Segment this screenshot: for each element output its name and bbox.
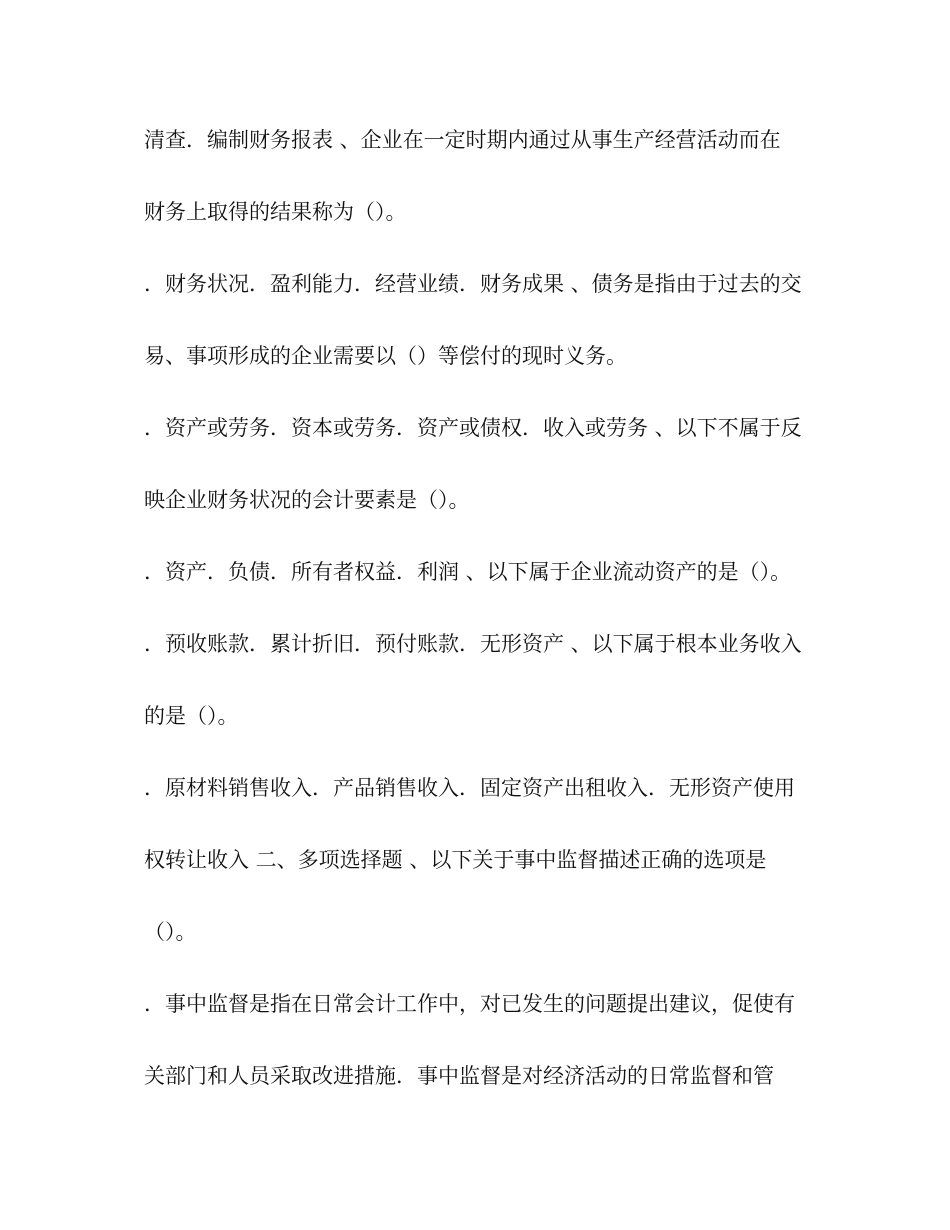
text-line: 权转让收入 二、多项选择题 、以下关于事中监督描述正确的选项是 [144,848,767,872]
text-line: （）。 [144,920,197,944]
text-line: 清查．编制财务报表 、企业在一定时期内通过从事生产经营活动而在 [144,128,781,152]
text-line: ．财务状况．盈利能力．经营业绩．财务成果 、债务是指由于过去的交 [144,272,802,296]
document-text [144,122,814,1130]
text-line: ．资产．负债．所有者权益．利润 、以下属于企业流动资产的是（）。 [144,560,792,584]
text-line: ．资产或劳务．资本或劳务．资产或债权．收入或劳务 、以下不属于反 [144,416,802,440]
text-line: 的是（）。 [144,704,239,728]
text-line: ．预收账款．累计折旧．预付账款．无形资产 、以下属于根本业务收入 [144,632,802,656]
text-line: 财务上取得的结果称为（）。 [144,200,407,224]
text-line: ．事中监督是指在日常会计工作中，对已发生的问题提出建议，促使有 [144,992,795,1016]
text-line: ．原材料销售收入．产品销售收入．固定资产出租收入．无形资产使用 [144,776,795,800]
text-line: 映企业财务状况的会计要素是（）。 [144,488,470,512]
text-line: 易、事项形成的企业需要以（）等偿付的现时义务。 [144,344,627,368]
text-line: 关部门和人员采取改进措施．事中监督是对经济活动的日常监督和管 [144,1064,774,1088]
